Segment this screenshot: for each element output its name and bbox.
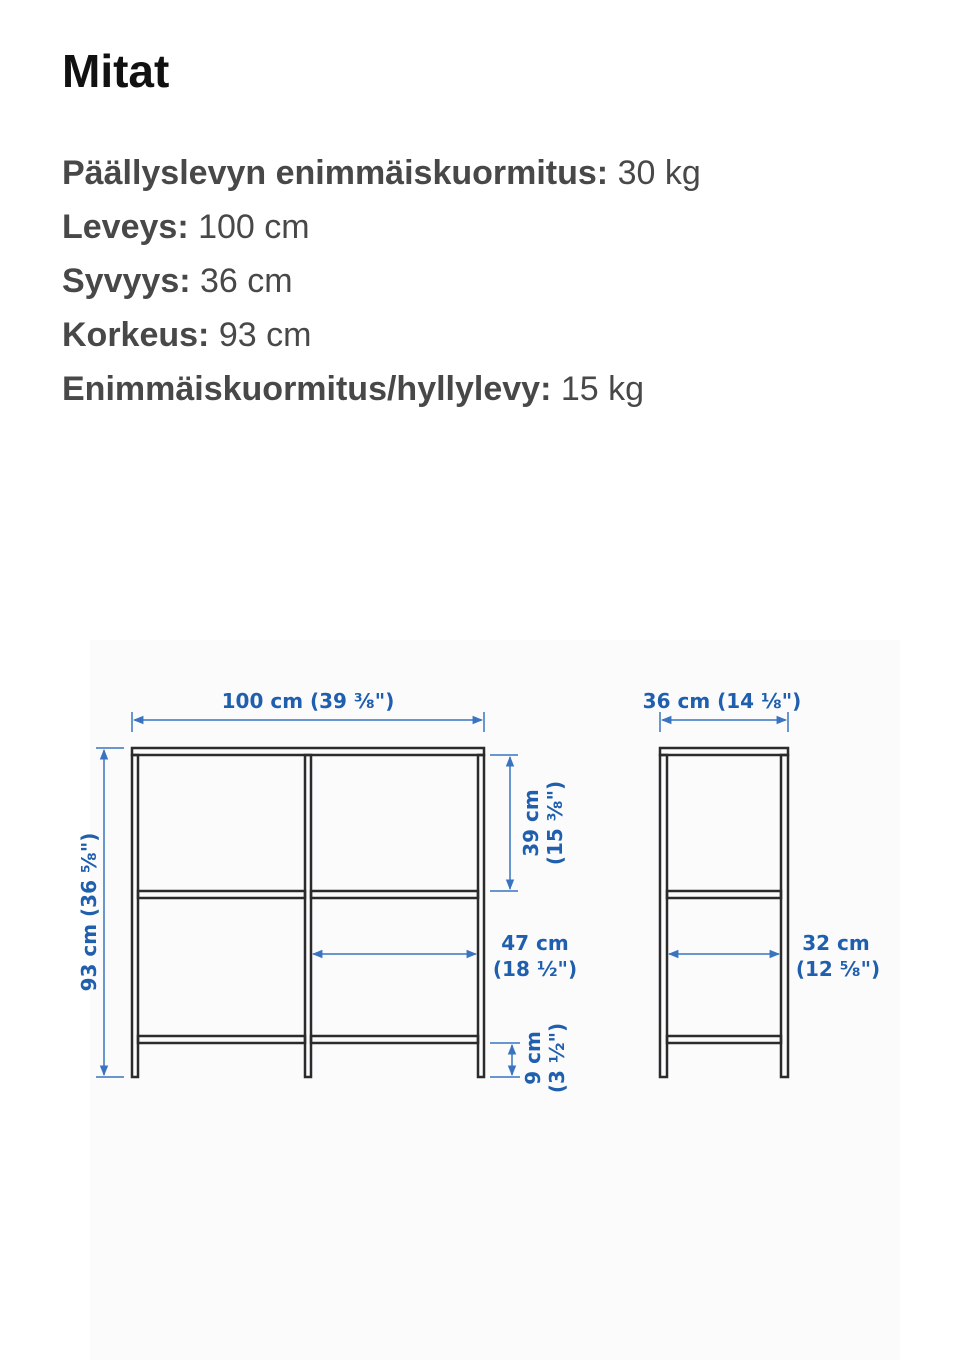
front-bottom-shelf-right (311, 1036, 478, 1043)
inner-depth-in-label: (12 ⁵⁄₈") (795, 957, 881, 981)
front-middle-post (305, 755, 311, 1077)
front-left-post (132, 755, 138, 1077)
spec-label: Syvyys: (62, 262, 191, 300)
page-title: Mitat (62, 45, 170, 97)
spec-row-top-load (62, 146, 701, 200)
inner-depth-cm-label: 32 cm (802, 931, 870, 955)
spec-row-depth (62, 254, 701, 308)
side-depth-label: 36 cm (14 ⅛") (642, 689, 802, 713)
side-shelf (667, 891, 781, 898)
front-bottom-shelf-left (138, 1036, 305, 1043)
spec-label: Päällyslevyn enimmäiskuormitus: (62, 154, 609, 192)
front-shelf-left (138, 891, 305, 898)
side-front-post (660, 755, 667, 1077)
side-back-post (781, 755, 788, 1077)
side-top-panel (660, 748, 788, 755)
spec-row-width (62, 200, 701, 254)
front-width-label: 100 cm (39 ³⁄₈") (221, 689, 395, 713)
inner-width-cm-label: 47 cm (501, 931, 569, 955)
spec-value: 15 kg (560, 370, 645, 408)
spec-row-shelf-load (62, 362, 701, 416)
spec-label: Korkeus: (62, 316, 210, 354)
floor-gap-cm-label: 9 cm (521, 1031, 545, 1085)
dimension-drawing (0, 640, 960, 1360)
spec-label: Leveys: (62, 208, 189, 246)
front-height-label: 93 cm (36 ⁵⁄₈") (77, 832, 101, 992)
shelf-gap-cm-label: 39 cm (519, 789, 543, 857)
front-shelf-right (311, 891, 478, 898)
side-bottom-shelf (667, 1036, 781, 1043)
front-right-post (478, 755, 484, 1077)
dimension-drawing-svg (0, 640, 960, 1360)
side-view (643, 689, 881, 1077)
spec-row-height (62, 308, 701, 362)
spec-label: Enimmäiskuormitus/hyllylevy: (62, 370, 552, 408)
front-view (77, 689, 577, 1093)
spec-value: 100 cm (198, 208, 310, 246)
spec-value: 30 kg (617, 154, 701, 192)
floor-gap-in-label: (3 ½") (545, 1022, 569, 1094)
inner-width-in-label: (18 ½") (492, 957, 578, 981)
specs-list (62, 146, 701, 416)
spec-value: 36 cm (200, 262, 293, 300)
shelf-gap-in-label: (15 ³⁄₈") (543, 780, 567, 866)
spec-value: 93 cm (218, 316, 312, 354)
